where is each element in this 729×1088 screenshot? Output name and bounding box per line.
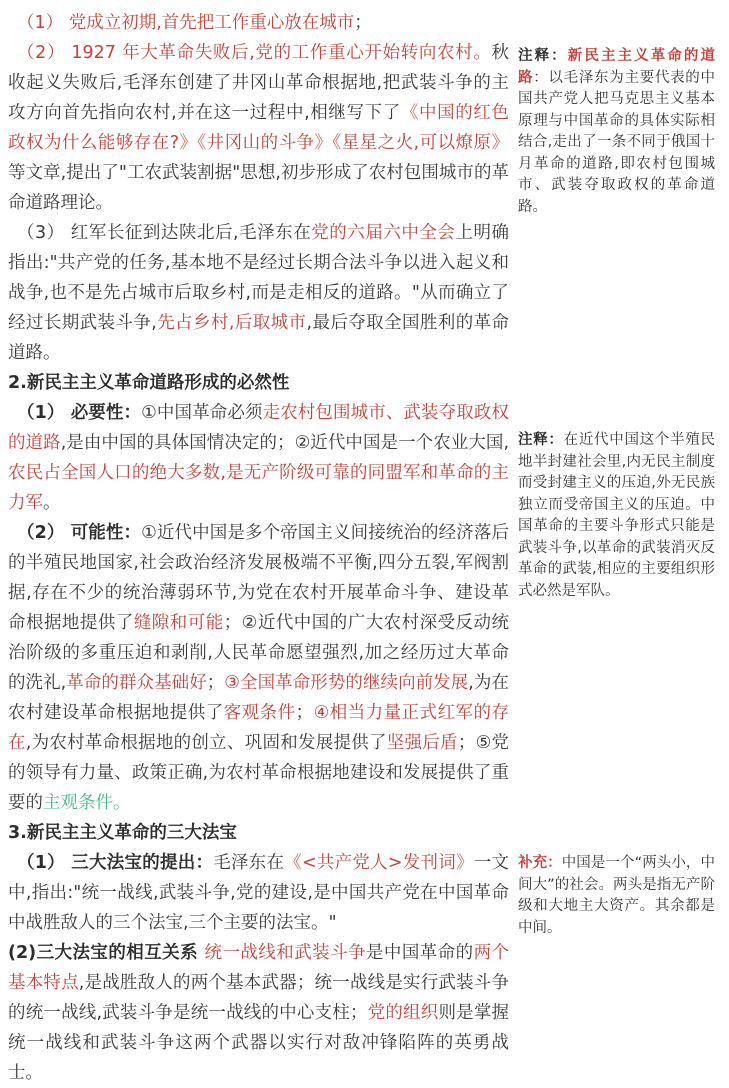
text-run: 《<共产党人>发刊词》	[284, 853, 474, 873]
text-run: 2.新民主主义革命道路形成的必然性	[8, 373, 290, 393]
text-run: ；⑤党的领导有力量、政策正确,为农村革命根据地建设和发展提供了重要的	[8, 733, 510, 813]
text-run: 注释：	[518, 432, 564, 448]
text-run: 统一战线和武装斗争	[204, 943, 366, 963]
text-run: ,是由中国的具体国情决定的；②近代中国是一个农业大国,	[60, 433, 510, 453]
text-run: ；	[295, 703, 314, 723]
text-run: 农民占全国人口的绝大多数,是无产阶级可靠的同盟军和革命的主力军	[8, 463, 509, 513]
text-run: 一文中,指出:"统一战线,武装斗争,党的建设,是中国共产党在中国革命中战胜敌人的三个法宝,三个主要的法宝。"	[8, 853, 510, 933]
text-run: 则是掌握统一战线和武装斗争这两个武器以实行对敌冲锋陷阵的英勇战士。	[8, 1003, 510, 1083]
text-run: ①中国革命必须	[141, 403, 263, 423]
note-new-democratic-revolution-road	[518, 46, 715, 218]
text-run: 秋收起义失败后,毛泽东创建了井冈山革命根据地,把武装斗争的主攻方向首先指向农村,并在这一过程中,相继写下了	[8, 43, 509, 123]
text-run: 3.新民主主义革命的三大法宝	[8, 823, 237, 843]
text-run: （2） 1927 年大革命失败后,党的工作重心开始转向农村。	[17, 43, 492, 63]
text-run: 坚强后盾	[386, 733, 458, 753]
heading-three-magic-weapons	[8, 818, 509, 848]
text-run: 走农村包围城市、武装夺取政权的道路	[8, 403, 509, 453]
text-run: ：以毛泽东为主要代表的中国共产党人把马克思主义基本原理与中国革命的具体实际相结合,走出了一条不同于俄国十月革命的道路,即农村包围城市、武装夺取政权的革命道路。	[518, 69, 716, 215]
text-run: 毛泽东在	[213, 853, 285, 873]
para-magic-weapons-relationship	[8, 938, 509, 1088]
text-run: ③全国革命形势的继续向前发展	[224, 673, 469, 693]
para-1927-shift-to-countryside	[8, 38, 509, 218]
text-run: ①近代中国是多个帝国主义间接统治的经济落后的半殖民地国家,社会政治经济发展极端不平衡,四分五裂,军阀割据,存在不少的统治薄弱环节,为党在农村开展革命斗争、建设革命根据地提供了	[8, 523, 509, 633]
heading-inevitability-of-revolutionary-road	[8, 368, 509, 398]
text-run: 新民主主义革命的道路	[518, 48, 716, 86]
text-run: ；	[206, 673, 225, 693]
text-run: 注释：	[518, 48, 568, 64]
para-long-march-sixth-plenum	[8, 218, 509, 368]
text-run: 在近代中国这个半殖民地半封建社会里,内无民主制度而受封建主义的压迫,外无民族独立而受帝国主义的压迫。中国革命的主要斗争形式只能是武装斗争,以革命的武装消灭反革命的武装,相应的主要组织形式必然是军队。	[518, 432, 715, 599]
text-run: 是中国革命的	[365, 943, 474, 963]
text-run: 上明确指出:"共产党的任务,基本地不是经过长期合法斗争以进入起义和战争,也不是先占城市后取乡村,而是走相反的道路。"从而确立了经过长期武装斗争,	[8, 223, 510, 333]
text-run: ,为在农村建设革命根据地提供了	[8, 673, 509, 723]
text-run: ④相当力量正式红军的存在	[8, 703, 509, 753]
text-run: 。	[43, 493, 61, 513]
text-run: 中国是一个“两头小，中间大”的社会。两头是指无产阶级和大地主大资产。其余都是中间。	[518, 855, 716, 936]
text-run: 党的组织	[367, 1003, 439, 1023]
text-run: (2)三大法宝的相互关系	[8, 943, 205, 963]
text-run: ；②近代中国的广大农村深受反动统治阶级的多重压迫和剥削,人民革命愿望强烈,加之经历过大革命的洗礼,	[8, 613, 510, 693]
note-armed-struggle	[518, 430, 715, 602]
text-run: 两个基本特点	[8, 943, 510, 993]
text-run: 客观条件	[223, 703, 296, 723]
text-run: 革命的群众基础好	[66, 673, 207, 693]
text-run: 《中国的红色政权为什么能够存在?》《井冈山的斗争》《星星之火,可以燎原》	[8, 103, 510, 153]
para-work-focus-city	[8, 8, 509, 38]
text-run: ,最后夺取全国胜利的革命道路。	[8, 313, 510, 363]
text-run: 等文章,提出了"工农武装割据"思想,初步形成了农村包围城市的革命道路理论。	[8, 163, 509, 213]
note-supplement-society-structure	[518, 853, 715, 939]
text-run: （3） 红军长征到达陕北后,毛泽东在	[17, 223, 312, 243]
text-run: 缝隙和可能	[133, 613, 224, 633]
text-run: 先占乡村,后取城市	[156, 313, 307, 333]
text-run: ,是战胜敌人的两个基本武器；统一战线是实行武装斗争的统一战线,武装斗争是统一战线的中心支柱；	[8, 973, 510, 1023]
text-run: （1） 党成立初期,首先把工作重心放在城市	[17, 13, 355, 33]
text-run: （1） 三大法宝的提出：	[17, 853, 214, 873]
text-run: 补充：	[518, 855, 562, 871]
text-run: ,为农村革命根据地的创立、巩固和发展提供了	[25, 733, 387, 753]
main-content	[8, 8, 509, 1088]
para-magic-weapons-proposed	[8, 848, 509, 938]
text-run: 主观条件。	[43, 793, 131, 813]
para-necessity	[8, 398, 509, 518]
text-run: 党的六届六中全会	[311, 223, 456, 243]
para-possibility	[8, 518, 509, 818]
text-run: （1） 必要性：	[17, 403, 142, 423]
text-run: （2） 可能性：	[17, 523, 142, 543]
text-run: ；	[354, 13, 372, 33]
